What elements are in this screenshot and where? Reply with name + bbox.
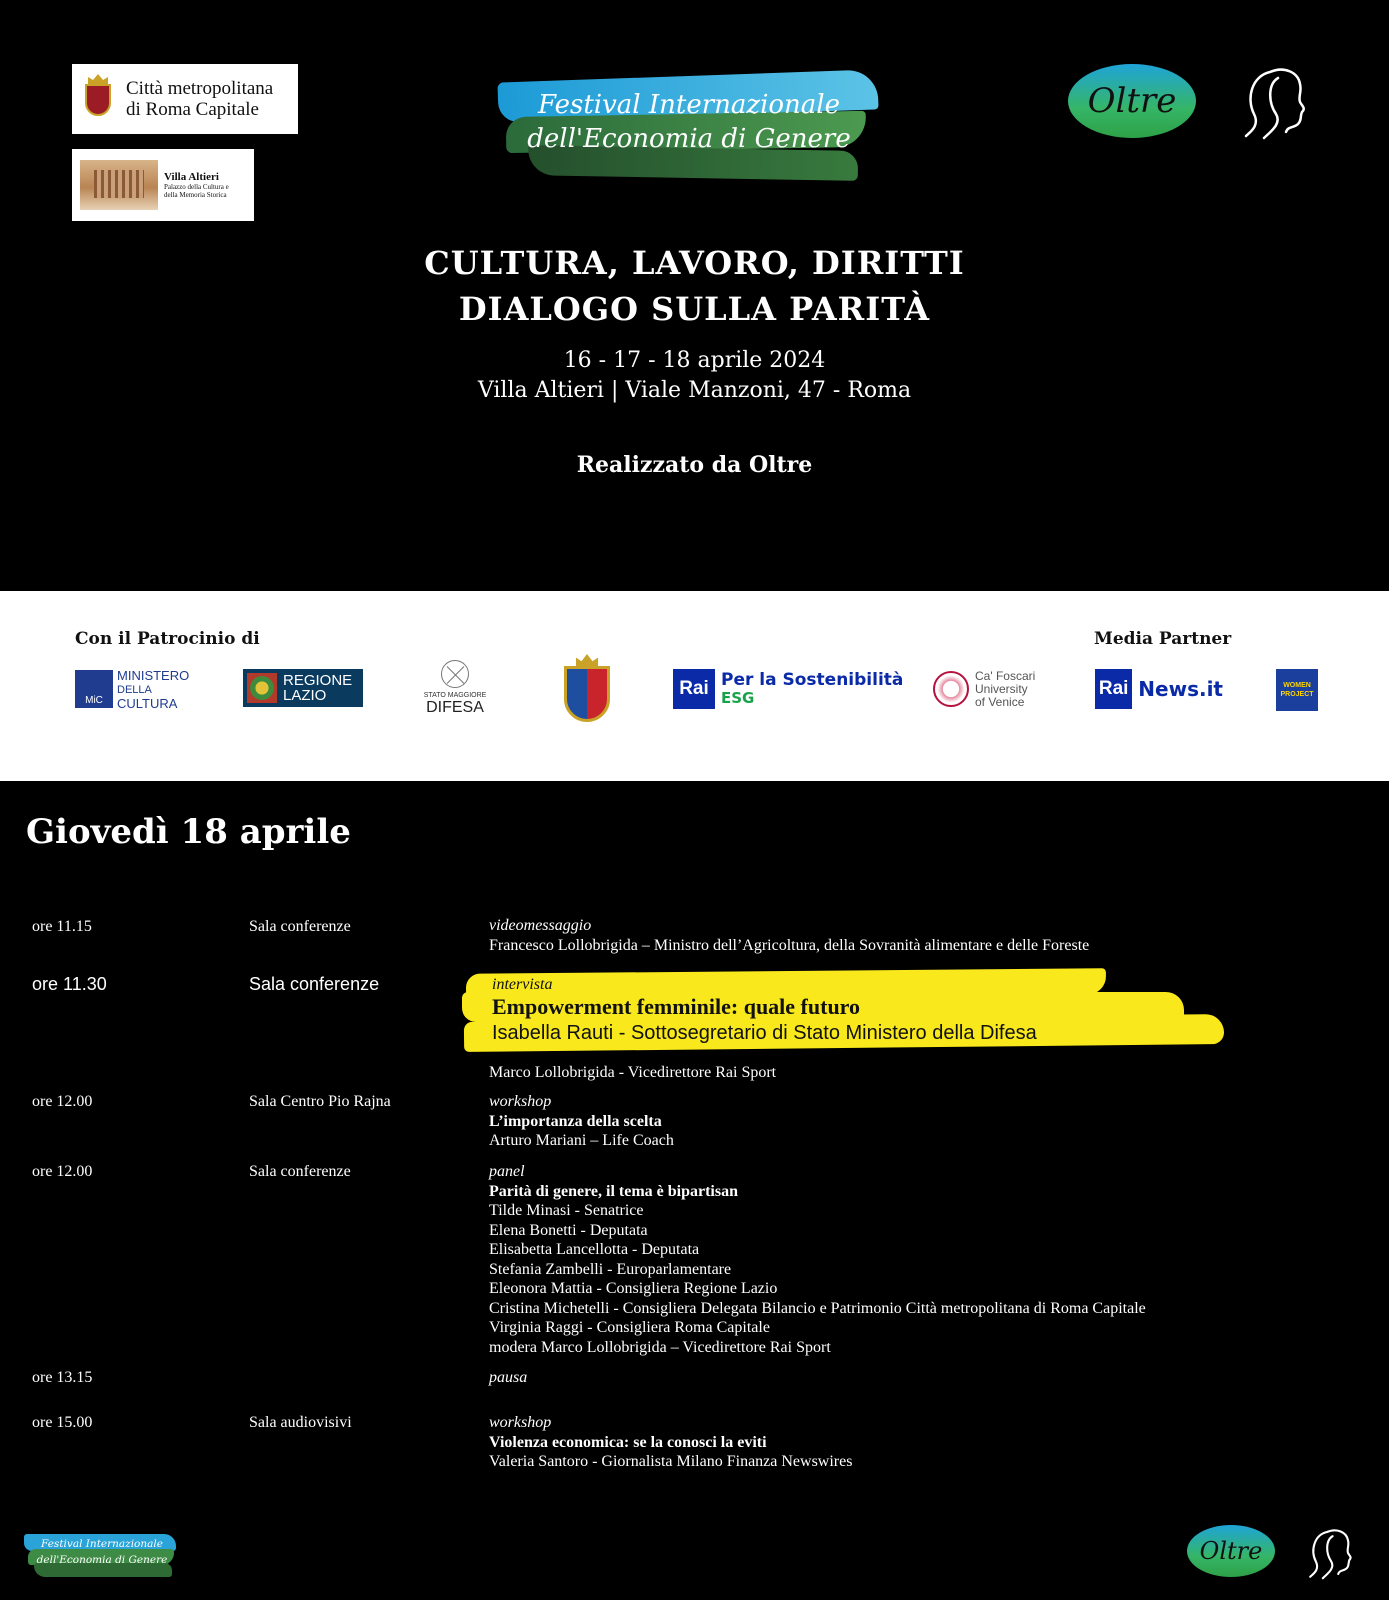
rainews-text: News.it: [1138, 677, 1223, 701]
event-title: Violenza economica: se la conosci la eviti: [489, 1433, 767, 1451]
event-room: Sala Centro Pio Rajna: [249, 1093, 391, 1110]
event-speaker: Marco Lollobrigida - Vicedirettore Rai Sport: [489, 1064, 777, 1081]
event-time: ore 13.15: [32, 1369, 93, 1386]
mic-line2: DELLA: [117, 683, 152, 696]
foscari-line2: University: [975, 681, 1028, 696]
event-speaker: Isabella Rauti - Sottosegretario di Stato Ministero della Difesa: [492, 1022, 1037, 1044]
event-time: ore 15.00: [32, 1414, 93, 1431]
event-title: Parità di genere, il tema è bipartisan: [489, 1182, 738, 1200]
event-type: workshop: [489, 1414, 552, 1431]
event-time: ore 11.30: [32, 974, 107, 994]
event-content: [489, 1063, 776, 1083]
rainews-badge: Rai: [1095, 669, 1132, 709]
oltre-logo-text: Oltre: [1087, 81, 1177, 121]
event-content: [489, 1092, 674, 1151]
event-speaker: Elisabetta Lancellotta - Deputata: [489, 1241, 700, 1258]
eu-line2: PROJECT: [1280, 691, 1314, 698]
rai-esg-line1: Per la Sostenibilità: [721, 670, 904, 690]
citta-line1: Città metropolitana: [126, 78, 274, 99]
event-type: intervista: [492, 976, 553, 993]
media-partner-label: Media Partner: [1094, 629, 1232, 649]
mic-line3: CULTURA: [117, 695, 178, 711]
woman-profile-icon: [1240, 62, 1320, 142]
event-venue: Villa Altieri | Viale Manzoni, 47 - Roma: [477, 378, 912, 403]
event-speaker: modera Marco Lollobrigida – Vicedirettore Rai Sport: [489, 1338, 831, 1356]
footer-festival-line1: Festival Internazionale: [41, 1538, 163, 1550]
event-speaker: Stefania Zambelli - Europarlamentare: [489, 1260, 732, 1278]
event-speaker: Valeria Santoro - Giornalista Milano Finanza Newswires: [489, 1453, 853, 1470]
rai-badge: Rai: [673, 669, 715, 709]
event-content: [489, 1162, 1146, 1357]
difesa-line1: STATO MAGGIORE: [423, 692, 487, 699]
difesa-line2: DIFESA: [426, 699, 484, 716]
event-room: Sala audiovisivi: [249, 1414, 352, 1431]
event-title: L’importanza della scelta: [489, 1112, 662, 1130]
villa-image: [80, 160, 158, 210]
festival-logo: [498, 70, 880, 188]
ministero-cultura-logo: [75, 669, 203, 709]
event-type: pausa: [489, 1369, 528, 1386]
festival-line1: Festival Internazionale: [537, 90, 841, 120]
event-time: ore 12.00: [32, 1093, 93, 1110]
polizia-crest-icon: [558, 654, 616, 724]
event-content-highlighted: [492, 976, 1037, 1046]
event-speaker: Virginia Raggi - Consigliera Roma Capitale: [489, 1319, 770, 1336]
footer-festival-line2: dell'Economia di Genere: [36, 1554, 168, 1566]
footer-festival-logo: [24, 1534, 180, 1582]
event-type: workshop: [489, 1093, 552, 1110]
regione-lazio-logo: [243, 669, 363, 707]
title-line2: DIALOGO SULLA PARITÀ: [458, 290, 931, 328]
title-line1: CULTURA, LAVORO, DIRITTI: [424, 244, 965, 282]
event-time: ore 12.00: [32, 1163, 93, 1180]
mic-badge: MiC: [75, 670, 113, 708]
festival-line2: dell'Economia di Genere: [527, 124, 851, 154]
event-room: Sala conferenze: [249, 1163, 351, 1180]
rai-esg-line2: ESG: [721, 689, 755, 707]
sponsor-band: [0, 591, 1389, 781]
footer-woman-profile-icon: [1306, 1524, 1362, 1582]
villa-altieri-logo: [72, 149, 254, 221]
lazio-line1: REGIONE: [283, 672, 353, 689]
villa-sub2: della Memoria Storica: [164, 191, 227, 199]
event-speaker: Elena Bonetti - Deputata: [489, 1221, 648, 1239]
header: [0, 0, 1389, 591]
event-content: [489, 1368, 527, 1388]
foscari-seal-icon: [933, 671, 969, 707]
footer-oltre-logo: [1187, 1525, 1275, 1577]
roma-crest-icon: [82, 74, 114, 124]
event-type: videomessaggio: [489, 917, 592, 934]
rai-sostenibilita-logo: [673, 669, 913, 709]
foscari-line1: Ca' Foscari: [975, 668, 1036, 683]
footer-oltre-text: Oltre: [1199, 1537, 1263, 1565]
event-speaker: Francesco Lollobrigida – Ministro dell’Agricoltura, della Sovranità alimentare e delle Foreste: [489, 936, 1090, 954]
event-speaker: Cristina Michetelli - Consigliera Delegata Bilancio e Patrimonio Città metropolitana di Roma Capitale: [489, 1299, 1146, 1317]
foscari-line3: of Venice: [975, 694, 1025, 709]
lazio-line2: LAZIO: [283, 687, 327, 704]
event-type: panel: [489, 1163, 525, 1180]
mic-line1: MINISTERO: [117, 667, 190, 683]
event-title: Empowerment femminile: quale futuro: [492, 994, 861, 1019]
difesa-logo: [420, 657, 490, 717]
patronage-label: Con il Patrocinio di: [75, 629, 260, 649]
oltre-logo: [1068, 64, 1196, 138]
event-speaker: Arturo Mariani – Life Coach: [489, 1132, 674, 1149]
event-content: [489, 916, 1089, 955]
event-time: ore 11.15: [32, 918, 92, 935]
rai-news-logo: [1095, 669, 1223, 709]
difesa-emblem-icon: [441, 660, 469, 688]
villa-name: Villa Altieri: [164, 171, 219, 183]
citta-metropolitana-logo: [72, 64, 298, 134]
villa-sub1: Palazzo della Cultura e: [164, 183, 229, 191]
event-speaker: Eleonora Mattia - Consigliera Regione Lazio: [489, 1280, 778, 1297]
event-speaker: Tilde Minasi - Senatrice: [489, 1202, 644, 1219]
ca-foscari-logo: [933, 669, 1045, 709]
realized-by: Realizzato da Oltre: [576, 452, 813, 478]
event-room: Sala conferenze: [249, 974, 380, 994]
event-content: [489, 1413, 852, 1472]
eu-women-project-logo: [1276, 669, 1318, 711]
citta-line2: di Roma Capitale: [126, 99, 259, 120]
event-dates: 16 - 17 - 18 aprile 2024: [563, 348, 826, 373]
lazio-emblem-icon: [247, 673, 277, 703]
eu-line1: WOMEN: [1283, 682, 1311, 689]
program-day: Giovedì 18 aprile: [26, 812, 351, 852]
event-room: Sala conferenze: [249, 918, 351, 935]
